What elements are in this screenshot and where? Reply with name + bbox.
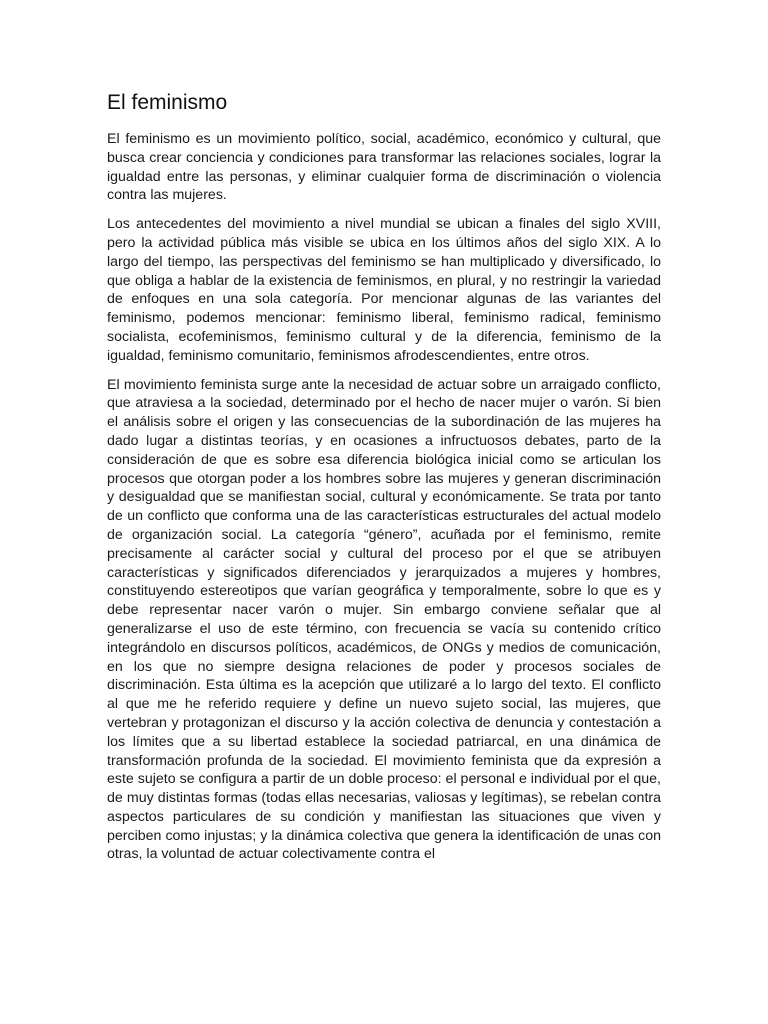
paragraph-1: El feminismo es un movimiento político, social, académico, económico y cultural, que busca crear conciencia y condiciones para transformar las relaciones sociales, lograr la igualdad entre las personas, y eliminar cualquier forma de discriminación o violencia contra las mujeres. <box>107 131 661 204</box>
paragraph-2: Los antecedentes del movimiento a nivel mundial se ubican a finales del siglo XVIII, pero la actividad pública más visible se ubica en los últimos años del siglo XIX. A lo largo del tiempo, las perspectivas del feminismo se han multiplicado y diversificado, lo que obliga a hablar de la existencia de feminismos, en plural, y no restringir la variedad de enfoques en una sola categoría. Por mencionar algunas de las variantes del feminismo, podemos mencionar: feminismo liberal, feminismo radical, feminismo socialista, ecofeminismos, feminismo cultural y de la diferencia, feminismo de la igualdad, feminismo comunitario, feminismos afrodescendientes, entre otros. <box>107 216 661 364</box>
document-page <box>107 88 661 874</box>
paragraph-3: El movimiento feminista surge ante la necesidad de actuar sobre un arraigado conflicto, que atraviesa a la sociedad, determinado por el hecho de nacer mujer o varón. Si bien el análisis sobre el origen y las consecuencias de la subordinación de las mujeres ha dado lugar a distintas teorías, y en ocasiones a infructuosos debates, parto de la consideración de que es sobre esa diferencia biológica inicial como se articulan los procesos que otorgan poder a los hombres sobre las mujeres y generan discriminación y desigualdad que se manifiestan social, cultural y económicamente. Se trata por tanto de un conflicto que conforma una de las características estructurales del actual modelo de organización social. La categoría “género”, acuñada por el feminismo, remite precisamente al carácter social y cultural del proceso por el que se atribuyen características y significados diferenciados y jerarquizados a mujeres y hombres, constituyendo estereotipos que varían geográfica y temporalmente, sobre lo que es y debe representar nacer varón o mujer. Sin embargo conviene señalar que al generalizarse el uso de este término, con frecuencia se vacía su contenido crítico integrándolo en discursos políticos, académicos, de ONGs y medios de comunicación, en los que no siempre designa relaciones de poder y procesos sociales de discriminación. Esta última es la acepción que utilizaré a lo largo del texto. El conflicto al que me he referido requiere y define un nuevo sujeto social, las mujeres, que vertebran y protagonizan el discurso y la acción colectiva de denuncia y contestación a los límites que a su libertad establece la sociedad patriarcal, en una dinámica de transformación profunda de la sociedad. El movimiento feminista que da expresión a este sujeto se configura a partir de un doble proceso: el personal e individual por el que, de muy distintas formas (todas ellas necesarias, valiosas y legítimas), se rebelan contra aspectos particulares de su condición y manifiestan las situaciones que viven y perciben como injustas; y la dinámica colectiva que genera la identificación de unas con otras, la voluntad de actuar colectivamente contra el <box>107 376 661 863</box>
document-title: El feminismo <box>107 91 228 114</box>
